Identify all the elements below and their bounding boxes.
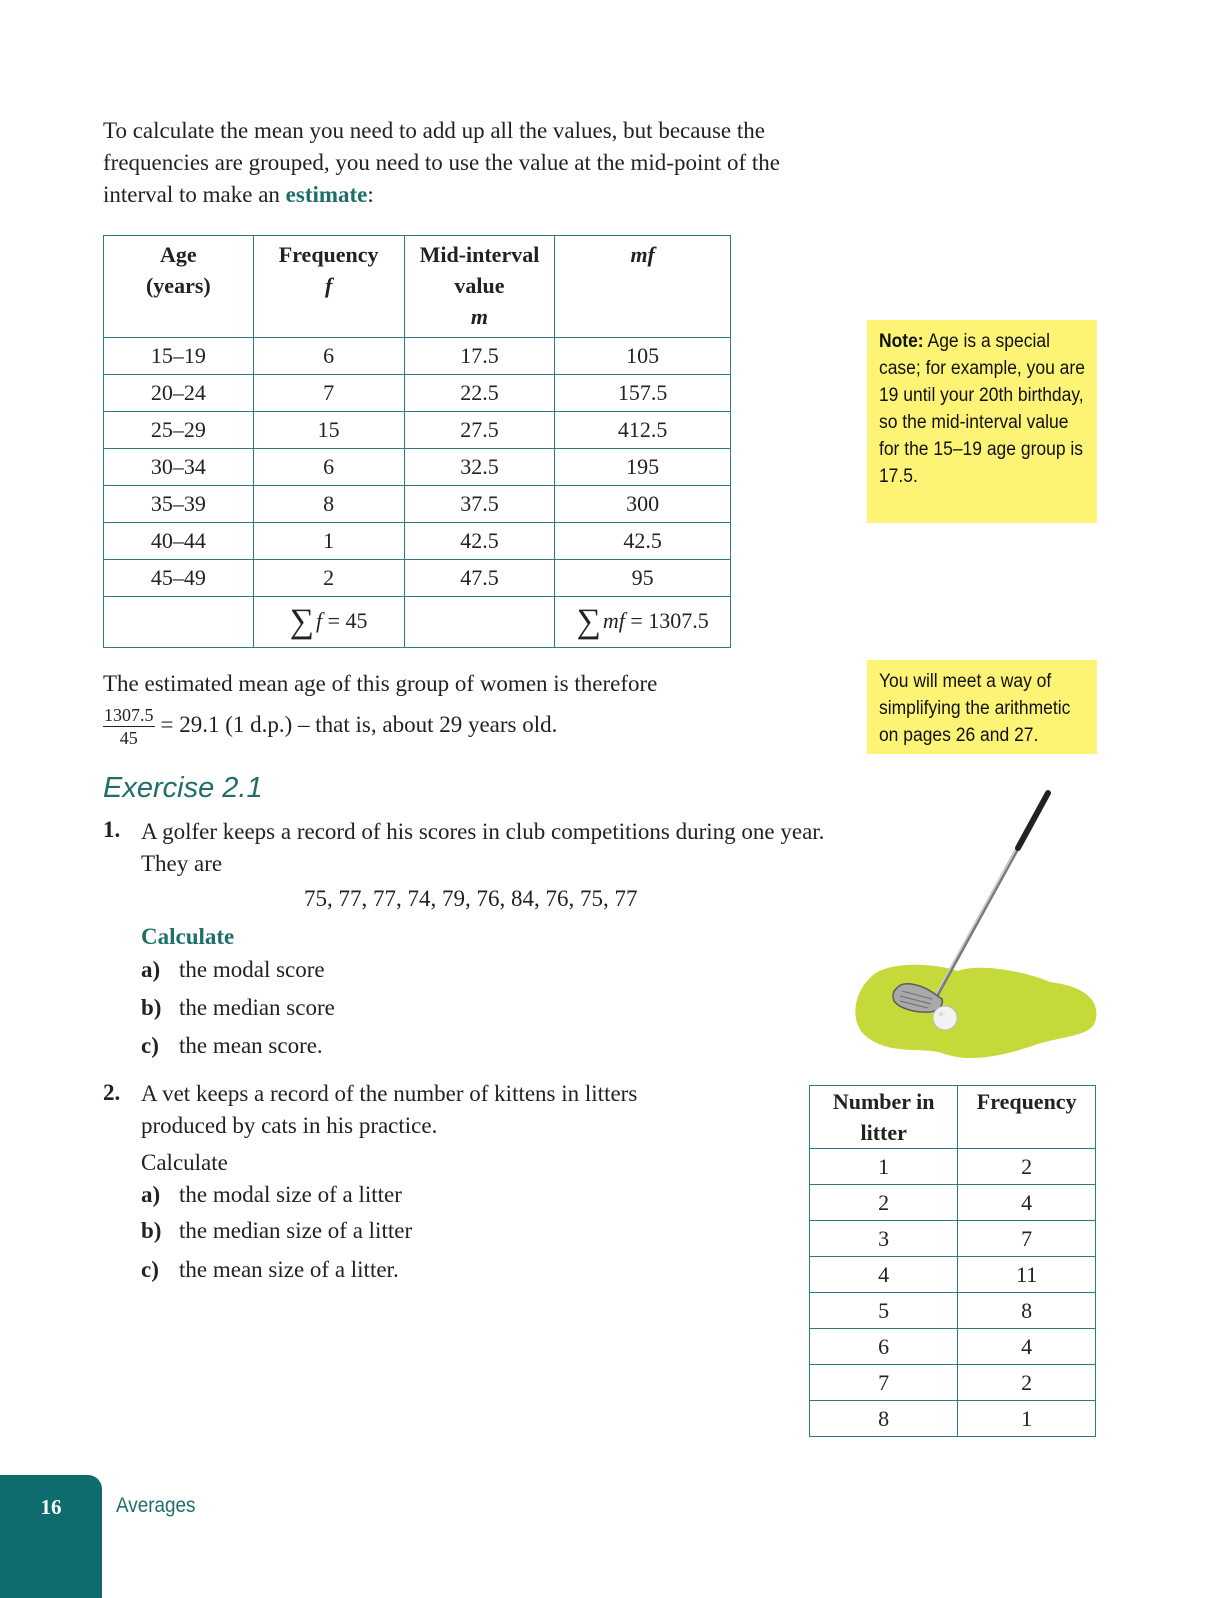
grouped-frequency-table xyxy=(103,235,731,648)
mean-paragraph-line1: The estimated mean age of this group of women is therefore xyxy=(103,671,658,696)
question-1-part-a: a) the modal score xyxy=(141,957,325,982)
table-row: 15–19 6 17.5 105 xyxy=(104,338,731,375)
total-empty-cell xyxy=(404,597,555,648)
question-1-number: 1. xyxy=(103,817,121,842)
grass-patch xyxy=(855,965,1096,1058)
header-age: Age (years) xyxy=(104,236,254,338)
header-frequency: Frequency xyxy=(958,1086,1096,1149)
question-2-part-b: b) the median size of a litter xyxy=(141,1218,413,1243)
table-row: 30–34 6 32.5 195 xyxy=(104,449,731,486)
question-1-text: A golfer keeps a record of his scores in club competitions during one year. They are xyxy=(141,819,825,876)
question-2-text: A vet keeps a record of the number of kittens in litters produced by cats in his practice. xyxy=(141,1081,638,1138)
table-row: 3 7 xyxy=(810,1221,1096,1257)
club-grip xyxy=(1018,793,1048,848)
question-1-calculate: Calculate xyxy=(141,924,235,949)
intro-end: : xyxy=(367,182,374,207)
table-header-row xyxy=(104,236,731,338)
intro-paragraph xyxy=(103,115,843,211)
header-mid-interval: Mid-interval value m xyxy=(404,236,555,338)
question-2-part-c: c) the mean size of a litter. xyxy=(141,1257,399,1282)
fraction-numerator: 1307.5 xyxy=(104,705,154,725)
exercise-heading: Exercise 2.1 xyxy=(103,772,263,804)
golf-ball xyxy=(933,1006,957,1030)
table-row: 4 11 xyxy=(810,1257,1096,1293)
mean-result: = 29.1 (1 d.p.) – that is, about 29 years old. xyxy=(160,711,558,737)
table-row: 2 4 xyxy=(810,1185,1096,1221)
question-2-part-a: a) the modal size of a litter xyxy=(141,1182,402,1207)
table-row: 6 4 xyxy=(810,1329,1096,1365)
table-row: 20–24 7 22.5 157.5 xyxy=(104,375,731,412)
chapter-title: Averages xyxy=(116,1494,196,1517)
mean-calculation xyxy=(103,704,557,749)
note-label: Note: xyxy=(878,331,924,352)
golf-club-illustration xyxy=(850,785,1110,1075)
sum-f-cell: ∑f = 45 xyxy=(253,597,404,648)
footer-tab xyxy=(0,1475,102,1598)
question-1-part-c: c) the mean score. xyxy=(141,1033,323,1058)
keyword-estimate: estimate xyxy=(285,182,368,207)
table-total-row xyxy=(104,597,731,648)
golf-scores: 75, 77, 77, 74, 79, 76, 84, 76, 75, 77 xyxy=(304,886,638,911)
fraction xyxy=(103,704,155,749)
table-row: 45–49 2 47.5 95 xyxy=(104,560,731,597)
header-number-in-litter: Number in litter xyxy=(810,1086,958,1149)
header-mf: mf xyxy=(555,236,731,338)
fraction-denominator: 45 xyxy=(119,728,138,748)
note-text: You will meet a way of simplifying the arithmetic on pages 26 and 27. xyxy=(878,671,1071,746)
table-row: 1 2 xyxy=(810,1149,1096,1185)
sum-mf-cell: ∑mf = 1307.5 xyxy=(555,597,731,648)
intro-text: To calculate the mean you need to add up all the values, but because the frequencies are grouped, you need to use the value at the mid-point of the interval to make an xyxy=(103,118,780,207)
total-empty-cell xyxy=(104,597,254,648)
page-number: 16 xyxy=(40,1495,62,1519)
note-box-age xyxy=(867,320,1097,523)
question-1-part-b: b) the median score xyxy=(141,995,335,1020)
table-row: 40–44 1 42.5 42.5 xyxy=(104,523,731,560)
header-frequency: Frequency f xyxy=(253,236,404,338)
question-2-number: 2. xyxy=(103,1080,121,1105)
note-text: Age is a special case; for example, you are 19 until your 20th birthday, so the mid-interval value for the 15–19 age group is 17.5. xyxy=(878,331,1085,487)
question-2-calculate: Calculate xyxy=(141,1150,228,1175)
table-row: 5 8 xyxy=(810,1293,1096,1329)
table-row: 8 1 xyxy=(810,1401,1096,1437)
litter-frequency-table xyxy=(809,1085,1096,1437)
note-box-arithmetic xyxy=(867,660,1097,754)
golf-ball-dimple xyxy=(939,1012,943,1016)
table-row: 25–29 15 27.5 412.5 xyxy=(104,412,731,449)
table-row: 7 2 xyxy=(810,1365,1096,1401)
table-header-row xyxy=(810,1086,1096,1149)
table-row: 35–39 8 37.5 300 xyxy=(104,486,731,523)
